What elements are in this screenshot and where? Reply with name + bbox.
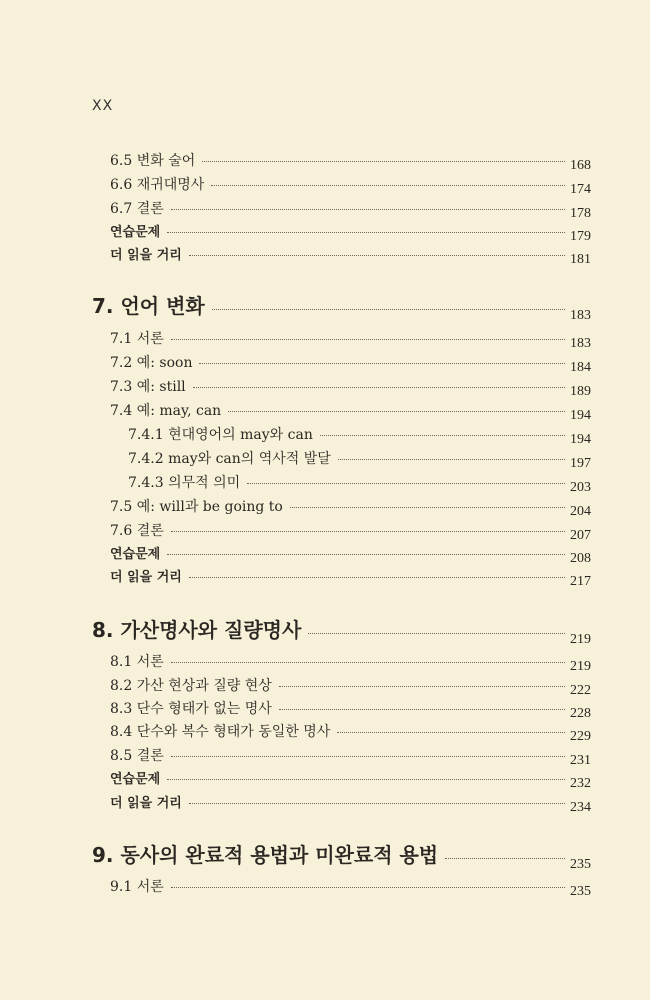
toc-entry-label: 7.3 예: still (110, 379, 186, 395)
toc-entry-label: 연습문제 (110, 225, 161, 240)
toc-entry-page: 232 (570, 776, 591, 791)
toc-entry-further-reading-6[interactable] (110, 244, 591, 267)
toc-entry-page: 219 (570, 632, 591, 647)
toc-entry-label: 7.6 결론 (110, 523, 164, 539)
toc-entry-label: 9.1 서론 (110, 879, 164, 895)
dot-leader (212, 309, 565, 310)
toc-entry-label: 7.1 서론 (110, 331, 164, 347)
toc-entry-7-5[interactable] (110, 496, 591, 519)
toc-entry-9-1[interactable] (110, 876, 591, 899)
toc-entry-page: 197 (570, 456, 591, 471)
toc-entry-7-4-2[interactable] (128, 448, 591, 471)
dot-leader (308, 633, 565, 634)
toc-entry-page: 178 (570, 206, 591, 221)
toc-entry-7-4-3[interactable] (128, 472, 591, 495)
dot-leader (247, 483, 565, 484)
toc-chapter-title: 8. 가산명사와 질량명사 (92, 618, 302, 642)
dot-leader (189, 255, 565, 256)
toc-entry-page: 234 (570, 800, 591, 815)
toc-entry-page: 204 (570, 504, 591, 519)
dot-leader (171, 531, 565, 532)
dot-leader (171, 756, 565, 757)
toc-entry-exercises-6[interactable] (110, 221, 591, 244)
toc-entry-7-4-1[interactable] (128, 424, 591, 447)
toc-entry-page: 181 (570, 252, 591, 267)
toc-entry-8-4[interactable] (110, 721, 591, 744)
toc-entry-page: 184 (570, 360, 591, 375)
toc-chapter-title: 9. 동사의 완료적 용법과 미완료적 용법 (92, 843, 439, 867)
toc-entry-page: 207 (570, 528, 591, 543)
toc-entry-8-1[interactable] (110, 651, 591, 674)
toc-entry-7-1[interactable] (110, 328, 591, 351)
dot-leader (171, 339, 565, 340)
toc-entry-page: 235 (570, 857, 591, 872)
toc-chapter-8[interactable] (92, 614, 591, 647)
toc-entry-page: 229 (570, 729, 591, 744)
toc-entry-exercises-7[interactable] (110, 543, 591, 566)
toc-entry-6-6[interactable] (110, 174, 591, 197)
toc-entry-8-3[interactable] (110, 698, 591, 721)
dot-leader (202, 161, 565, 162)
dot-leader (167, 779, 565, 780)
toc-entry-7-2[interactable] (110, 352, 591, 375)
toc-chapter-title: 7. 언어 변화 (92, 294, 205, 318)
toc-entry-label: 더 읽을 거리 (110, 796, 182, 811)
toc-entry-page: 174 (570, 182, 591, 197)
toc-entry-label: 7.4.3 의무적 의미 (128, 475, 241, 491)
toc-entry-page: 189 (570, 384, 591, 399)
toc-entry-label: 6.5 변화 술어 (110, 153, 196, 169)
toc-entry-page: 179 (570, 229, 591, 244)
toc-entry-label: 8.3 단수 형태가 없는 명사 (110, 701, 272, 717)
dot-leader (167, 554, 565, 555)
toc-entry-label: 7.5 예: will과 be going to (110, 499, 283, 515)
toc-entry-page: 168 (570, 158, 591, 173)
dot-leader (338, 459, 565, 460)
toc-entry-7-4[interactable] (110, 400, 591, 423)
dot-leader (228, 411, 565, 412)
toc-entry-label: 7.4.1 현대영어의 may와 can (128, 427, 313, 443)
toc-entry-label: 6.7 결론 (110, 201, 164, 217)
toc-entry-page: 183 (570, 308, 591, 323)
toc-entry-label: 8.5 결론 (110, 748, 164, 764)
dot-leader (279, 709, 565, 710)
dot-leader (279, 686, 565, 687)
toc-entry-label: 연습문제 (110, 547, 161, 562)
page-number-header: XX (92, 98, 114, 114)
toc-entry-label: 8.2 가산 현상과 질량 현상 (110, 678, 272, 694)
dot-leader (189, 803, 565, 804)
toc-entry-page: 194 (570, 408, 591, 423)
toc-entry-label: 8.4 단수와 복수 형태가 동일한 명사 (110, 724, 331, 740)
toc-entry-page: 217 (570, 574, 591, 589)
dot-leader (189, 577, 565, 578)
toc-entry-page: 208 (570, 551, 591, 566)
toc-entry-further-reading-7[interactable] (110, 566, 591, 589)
dot-leader (199, 363, 565, 364)
toc-entry-page: 183 (570, 336, 591, 351)
toc-entry-label: 더 읽을 거리 (110, 570, 182, 585)
dot-leader (171, 887, 565, 888)
toc-entry-label: 더 읽을 거리 (110, 248, 182, 263)
toc-entry-label: 7.4 예: may, can (110, 403, 222, 419)
toc-entry-page: 231 (570, 753, 591, 768)
toc-entry-7-6[interactable] (110, 520, 591, 543)
toc-entry-label: 6.6 재귀대명사 (110, 177, 205, 193)
dot-leader (337, 732, 565, 733)
dot-leader (445, 858, 565, 859)
dot-leader (171, 662, 565, 663)
toc-entry-6-7[interactable] (110, 198, 591, 221)
toc-entry-page: 219 (570, 659, 591, 674)
toc-entry-further-reading-8[interactable] (110, 792, 591, 815)
dot-leader (171, 209, 565, 210)
toc-chapter-7[interactable] (92, 290, 591, 323)
toc-entry-page: 194 (570, 432, 591, 447)
toc-entry-page: 222 (570, 683, 591, 698)
toc-entry-label: 8.1 서론 (110, 654, 164, 670)
toc-entry-page: 203 (570, 480, 591, 495)
toc-entry-8-5[interactable] (110, 745, 591, 768)
dot-leader (193, 387, 565, 388)
toc-entry-exercises-8[interactable] (110, 768, 591, 791)
toc-entry-7-3[interactable] (110, 376, 591, 399)
dot-leader (211, 185, 565, 186)
dot-leader (290, 507, 565, 508)
toc-entry-label: 7.2 예: soon (110, 355, 193, 371)
dot-leader (320, 435, 565, 436)
dot-leader (167, 232, 565, 233)
toc-entry-6-5[interactable] (110, 150, 591, 173)
toc-entry-page: 228 (570, 706, 591, 721)
toc-entry-page: 235 (570, 884, 591, 899)
toc-entry-label: 7.4.2 may와 can의 역사적 발달 (128, 451, 331, 467)
toc-entry-8-2[interactable] (110, 675, 591, 698)
toc-entry-label: 연습문제 (110, 772, 161, 787)
toc-chapter-9[interactable] (92, 839, 591, 872)
